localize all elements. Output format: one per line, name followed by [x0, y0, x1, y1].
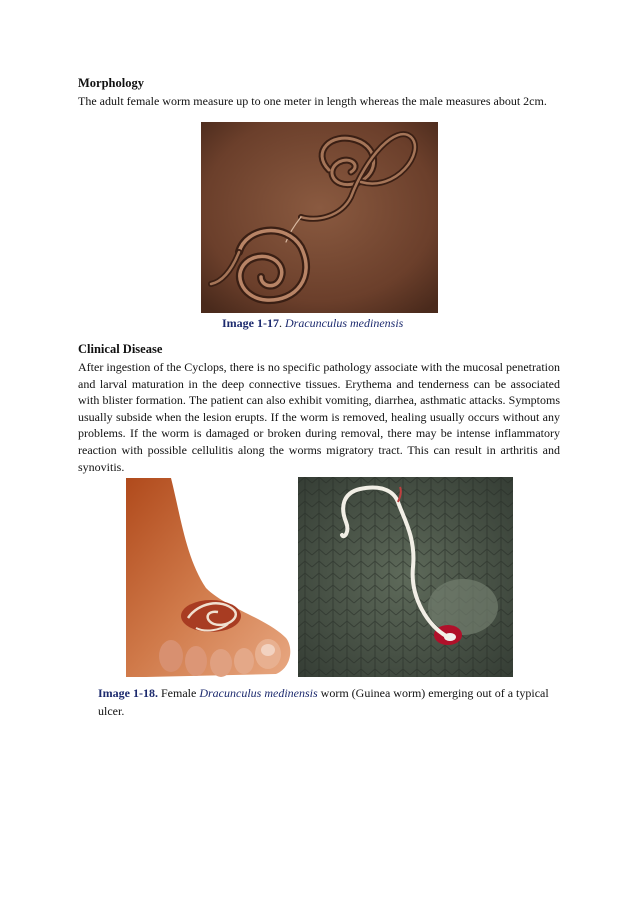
figure-1-17-caption [222, 316, 403, 331]
emerging-worm-photo [298, 477, 513, 677]
figure-1-18-caption [98, 684, 550, 720]
figure-1-17-label: Image 1-17 [222, 316, 279, 330]
morphology-text: The adult female worm measure up to one meter in length whereas the male measures about 2cm. [78, 94, 547, 108]
foot-photo [126, 478, 294, 677]
figure-1-17-species: Dracunculus medinensis [285, 316, 404, 330]
figure-1-17-separator: . [279, 316, 285, 330]
clinical-disease-heading: Clinical Disease [78, 342, 163, 356]
morphology-heading: Morphology [78, 76, 144, 90]
clinical-disease-text: After ingestion of the Cyclops, there is no specific pathology associate with the mucosal penetration and larval maturation in the deep connective tissues. Erythema and tenderness can be associated with blister formation. The patient can also exhibit vomiting, diarrhea, asthmatic attacks. Symptoms usually subside when the lesion erupts. If the worm is removed, healing usually occurs without any problems. If the worm is damaged or broken during removal, there may be intense inflammatory reaction with possible cellulitis along the worms migratory tract. This can result in arthritis and synovitis. [78, 360, 560, 474]
figure-1-18-text-post: worm (Guinea worm) emerging out of a typical ulcer. [98, 686, 549, 718]
worm-photo [201, 122, 438, 313]
figure-1-18-species: Dracunculus medinensis [199, 686, 318, 700]
figure-1-18-text-pre: Female [158, 686, 200, 700]
figure-1-18-label: Image 1-18. [98, 686, 158, 700]
